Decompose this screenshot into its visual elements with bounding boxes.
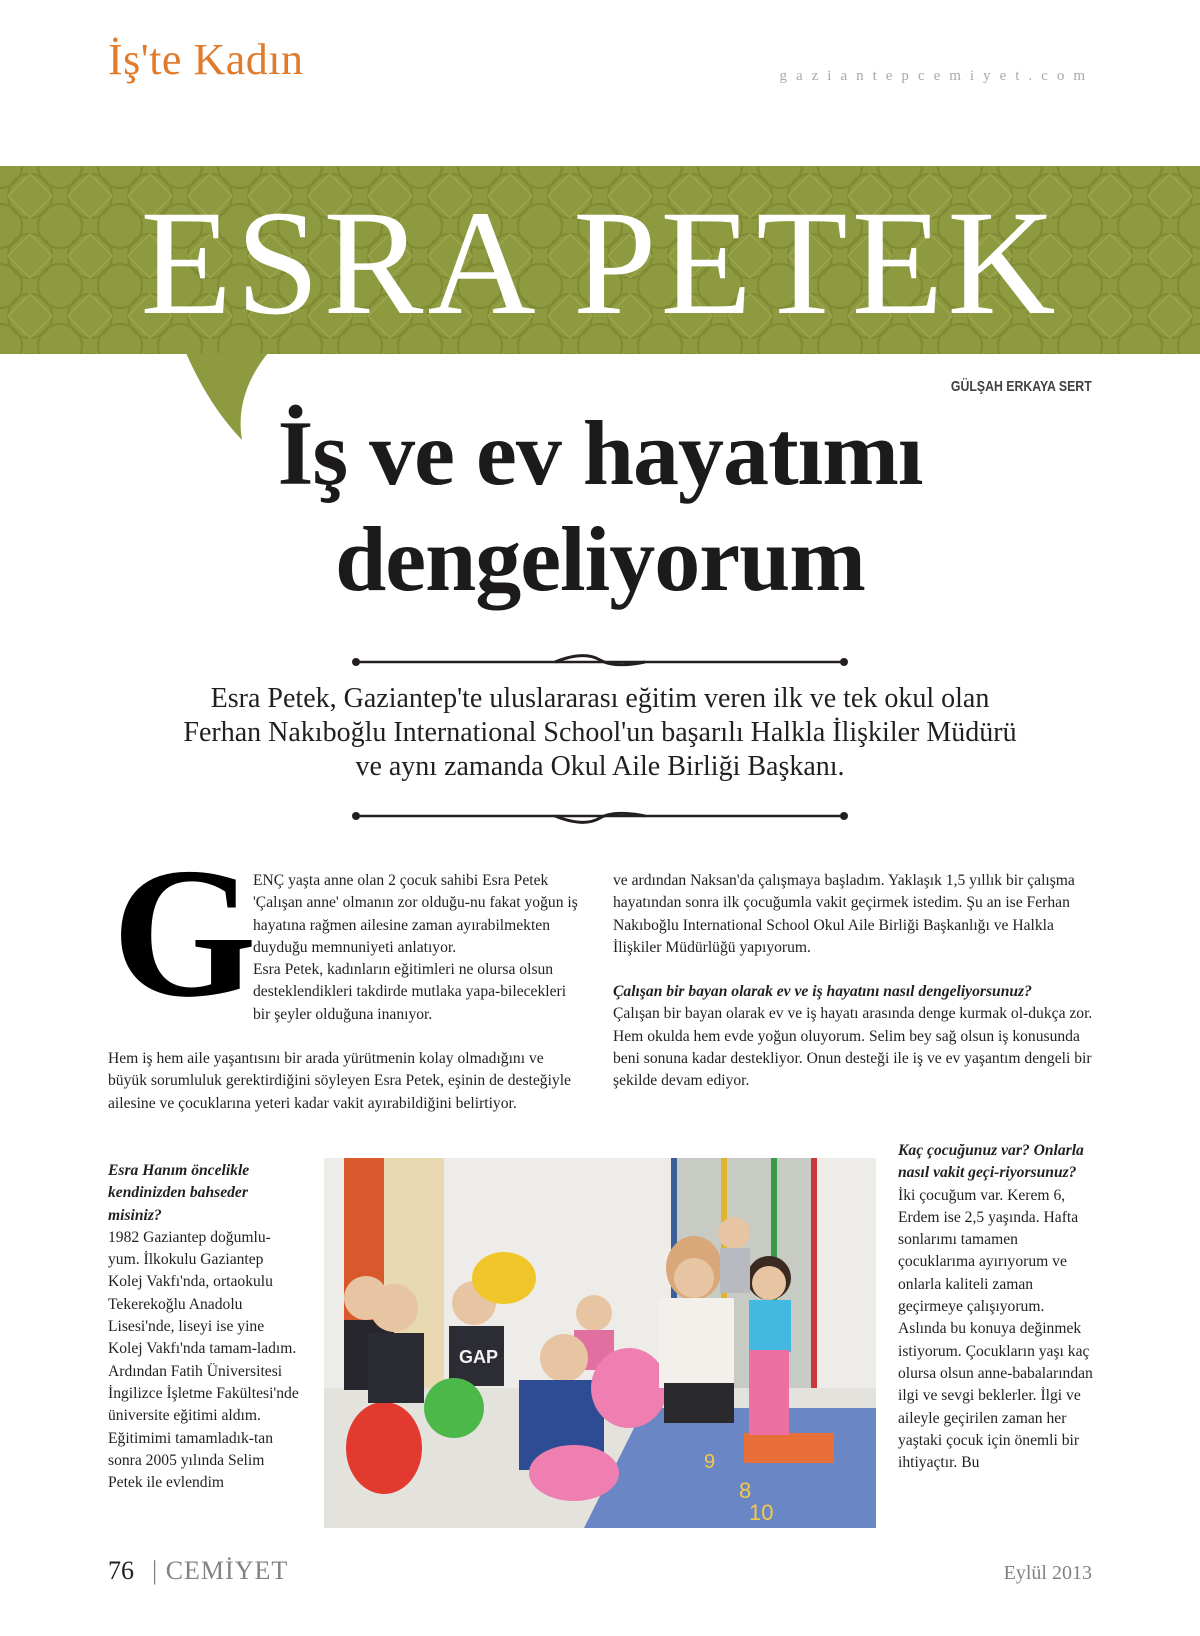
- issue-date: Eylül 2013: [1003, 1562, 1092, 1584]
- answer-children: İki çocuğum var. Kerem 6, Erdem ise 2,5 yaşında. Hafta sonlarımı tamamen çocuklarıma ayırıyorum ve onlarla kaliteli zaman geçirmeye çalışıyorum. Aslında bu konuya değinmek istiyorum. Çocukların yaşı kaç olursa olsun anne-babalarından ilgi ve sevgi beklerler. İlgi ve aileyle geçirilen zaman her yaştaki çocuk için önemli bir ihtiyaçtır. Bu: [898, 1186, 1093, 1472]
- page-number: 76: [108, 1556, 134, 1585]
- right-column-bottom: [898, 1140, 1094, 1474]
- mat-number-9: 9: [704, 1451, 716, 1473]
- answer-balance: Çalışan bir bayan olarak ev ve iş hayatı arasında denge kurmak ol-dukça zor. Hem okulda hem evde yoğun oluyorum. Selim bey sağ olsun iş konusunda beni sonuna kadar destekliyor. Onun desteği ile iş ve ev yaşantım dengeli bir şekilde devam ediyor.: [613, 1005, 1093, 1090]
- answer-about-yourself: 1982 Gaziantep doğumlu-yum. İlkokulu Gaziantep Kolej Vakfı'nda, ortaokulu Tekerekoğlu Anadolu Lisesi'nde, liseyi ise yine Kolej Vakfı'nda tamam-ladım. Ardından Fatih Üniversitesi İngilizce İşletme Fakültesi'nde üniversite eğitimi aldım. Eğitimimi tamamladık-tan sonra 2005 yılında Selim Petek ile evlendim: [108, 1228, 299, 1492]
- shirt-logo-text: GAP: [459, 1347, 499, 1367]
- intro-paragraph-2: Esra Petek, kadınların eğitimleri ne olursa olsun desteklendikleri takdirde mutlaka yapa-bilecekleri bir şeyler olduğuna inanıyor.: [253, 961, 567, 1023]
- banner-name: ESRA PETEK: [140, 180, 1060, 346]
- intro-paragraph-1: ENÇ yaşta anne olan 2 çocuk sahibi Esra Petek 'Çalışan anne' olmanın zor olduğu-nu fakat yoğun iş hayatına rağmen ailesine zaman ayırabilmekten duyduğu memnuniyeti anlatıyor.: [253, 872, 578, 956]
- author-byline: GÜLŞAH ERKAYA SERT: [951, 378, 1092, 395]
- question-about-yourself: Esra Hanım öncelikle kendinizden bahseder misiniz?: [108, 1162, 250, 1224]
- divider-ornament-top: [350, 652, 850, 672]
- intro-paragraph-3: Hem iş hem aile yaşantısını bir arada yürütmenin kolay olmadığını ve büyük sorumluluk gerektirdiğini söyleyen Esra Petek, eşinin de desteğiyle ailesine ve çocuklarına yeteri kadar vakit ayırabildiğini belirtiyor.: [108, 1050, 571, 1112]
- right-column-top: [613, 870, 1093, 1093]
- magazine-name: | CEMİYET: [152, 1556, 289, 1585]
- drop-cap: G: [112, 830, 257, 1036]
- left-column-bottom: [108, 1160, 300, 1494]
- section-label: İş'te Kadın: [108, 35, 304, 84]
- career-paragraph: ve ardından Naksan'da çalışmaya başladım. Yaklaşık 1,5 yıllık bir çalışma hayatından sonra ilk çocuğumla vakit geçirmek istedim. Şu an ise Ferhan Nakıboğlu International School Okul Aile Birliği Başkanlığı ve Halkla İlişkiler Müdürlüğü yapıyorum.: [613, 872, 1075, 956]
- mat-number-8: 8: [739, 1478, 752, 1503]
- site-url: gaziantepcemiyet.com: [779, 68, 1094, 84]
- mat-number-10: 10: [749, 1500, 774, 1525]
- question-children: Kaç çocuğunuz var? Onlarla nasıl vakit geçi-riyorsunuz?: [898, 1142, 1084, 1182]
- question-balance: Çalışan bir bayan olarak ev ve iş hayatını nasıl dengeliyorsunuz?: [613, 983, 1032, 1001]
- intro-text-top: [253, 870, 585, 1026]
- playroom-illustration: [324, 1158, 876, 1528]
- divider-ornament-bottom: [350, 806, 850, 826]
- headline-line-2: dengeliyorum: [335, 508, 865, 610]
- article-photo: [324, 1158, 876, 1528]
- headline: [200, 400, 1000, 612]
- headline-line-1: İş ve ev hayatımı: [277, 402, 923, 504]
- lead-paragraph: Esra Petek, Gaziantep'te uluslararası eğitim veren ilk ve tek okul olan Ferhan Nakıboğlu International School'un başarılı Halkla İlişkiler Müdürü ve aynı zamanda Okul Aile Birliği Başkanı.: [183, 683, 1017, 782]
